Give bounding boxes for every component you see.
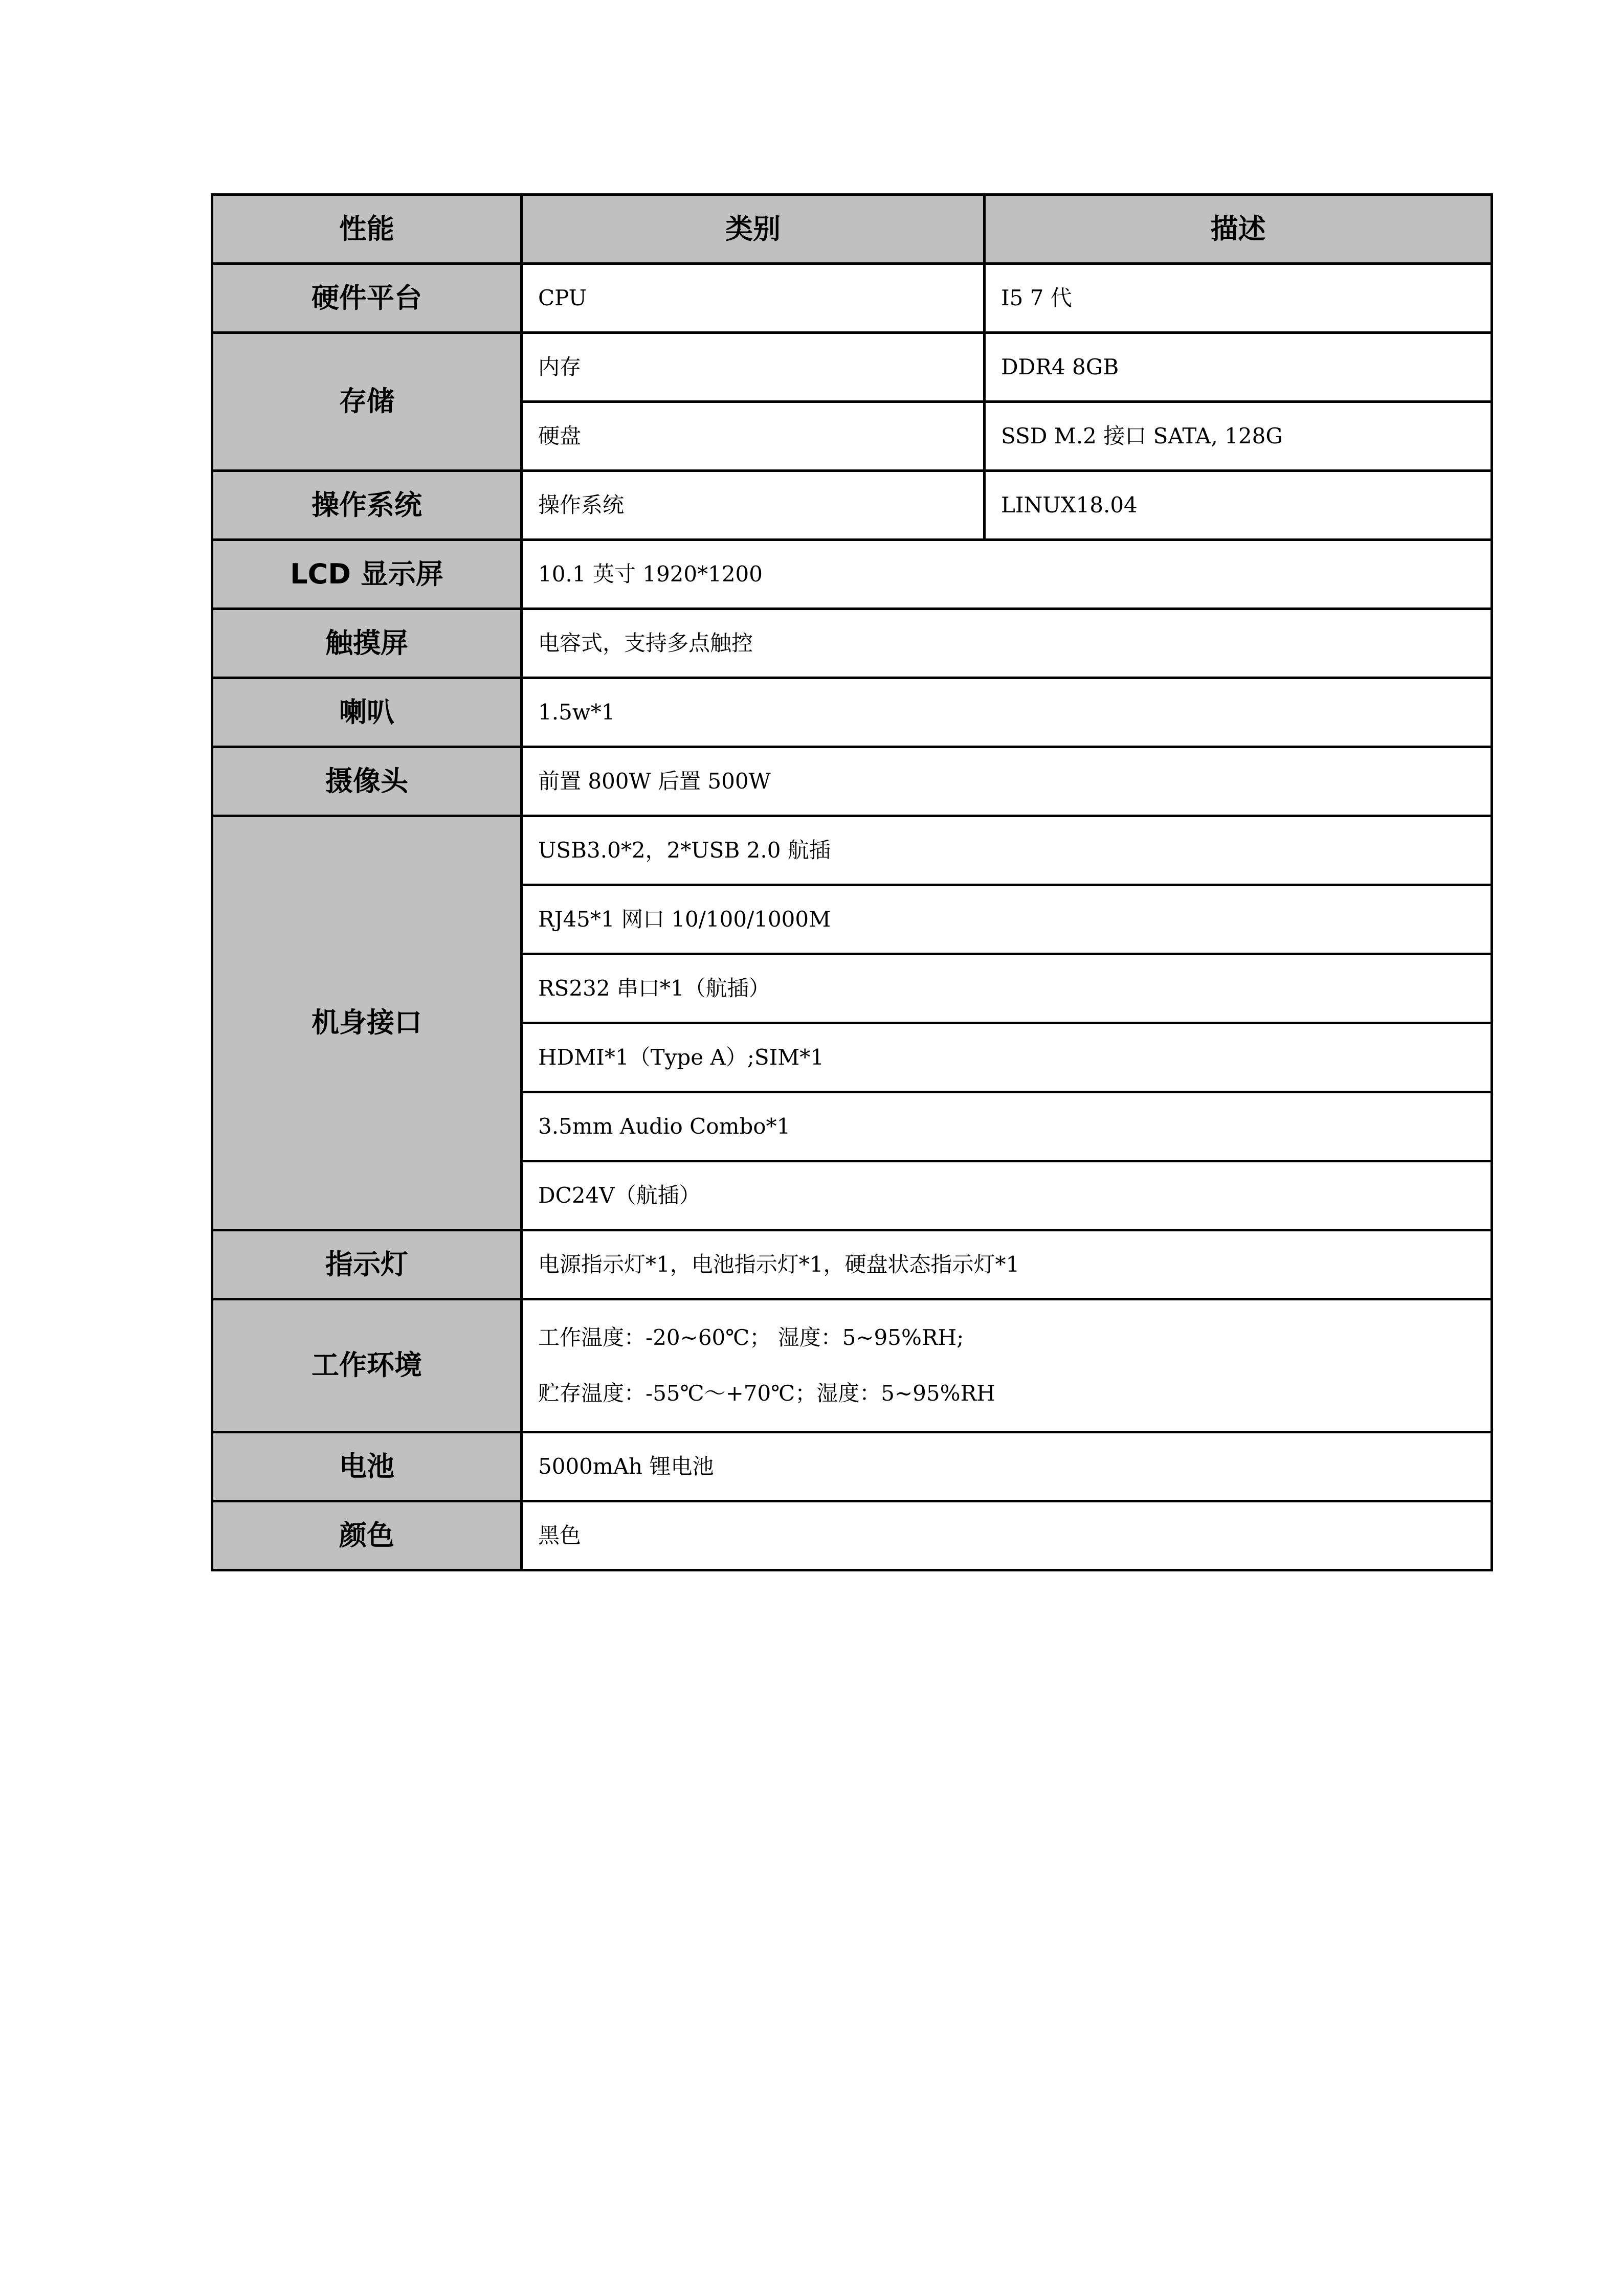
- description-os: LINUX18.04: [985, 471, 1492, 540]
- feature-battery: 电池: [212, 1432, 522, 1501]
- value-speaker: 1.5w*1: [522, 678, 1492, 747]
- value-indicator: 电源指示灯*1，电池指示灯*1，硬盘状态指示灯*1: [522, 1230, 1492, 1299]
- port-audio: 3.5mm Audio Combo*1: [522, 1092, 1492, 1161]
- header-row: [212, 195, 1492, 264]
- header-category: 类别: [522, 195, 985, 264]
- category-cpu: CPU: [522, 264, 985, 333]
- header-feature: 性能: [212, 195, 522, 264]
- feature-touch: 触摸屏: [212, 609, 522, 678]
- port-rj45: RJ45*1 网口 10/100/1000M: [522, 885, 1492, 954]
- table-row: [212, 1501, 1492, 1570]
- description-disk: SSD M.2 接口 SATA, 128G: [985, 402, 1492, 471]
- table-row: [212, 816, 1492, 885]
- feature-speaker: 喇叭: [212, 678, 522, 747]
- table-row: [212, 540, 1492, 609]
- value-camera: 前置 800W 后置 500W: [522, 747, 1492, 816]
- port-rs232: RS232 串口*1（航插）: [522, 954, 1492, 1023]
- table-row: [212, 333, 1492, 402]
- value-battery: 5000mAh 锂电池: [522, 1432, 1492, 1501]
- value-environment: [522, 1299, 1492, 1432]
- category-disk: 硬盘: [522, 402, 985, 471]
- feature-ports: 机身接口: [212, 816, 522, 1230]
- category-memory: 内存: [522, 333, 985, 402]
- value-lcd: 10.1 英寸 1920*1200: [522, 540, 1492, 609]
- header-description: 描述: [985, 195, 1492, 264]
- table-row: [212, 471, 1492, 540]
- table-row: [212, 747, 1492, 816]
- environment-working: 工作温度：-20~60℃； 湿度：5~95%RH;: [538, 1325, 964, 1350]
- feature-indicator: 指示灯: [212, 1230, 522, 1299]
- feature-camera: 摄像头: [212, 747, 522, 816]
- table-row: [212, 1299, 1492, 1432]
- description-cpu: I5 7 代: [985, 264, 1492, 333]
- feature-storage: 存储: [212, 333, 522, 471]
- value-touch: 电容式，支持多点触控: [522, 609, 1492, 678]
- value-color: 黑色: [522, 1501, 1492, 1570]
- feature-environment: 工作环境: [212, 1299, 522, 1432]
- table-row: [212, 1230, 1492, 1299]
- environment-storage: 贮存温度：-55℃～+70℃；湿度：5~95%RH: [538, 1380, 995, 1406]
- port-usb: USB3.0*2，2*USB 2.0 航插: [522, 816, 1492, 885]
- port-hdmi: HDMI*1（Type A）;SIM*1: [522, 1023, 1492, 1092]
- feature-hardware: 硬件平台: [212, 264, 522, 333]
- feature-lcd: LCD 显示屏: [212, 540, 522, 609]
- table-row: [212, 264, 1492, 333]
- table-row: [212, 1432, 1492, 1501]
- table-row: [212, 609, 1492, 678]
- feature-color: 颜色: [212, 1501, 522, 1570]
- port-dc: DC24V（航插）: [522, 1161, 1492, 1230]
- description-memory: DDR4 8GB: [985, 333, 1492, 402]
- table-row: [212, 678, 1492, 747]
- category-os: 操作系统: [522, 471, 985, 540]
- spec-table: [211, 193, 1493, 1571]
- feature-os: 操作系统: [212, 471, 522, 540]
